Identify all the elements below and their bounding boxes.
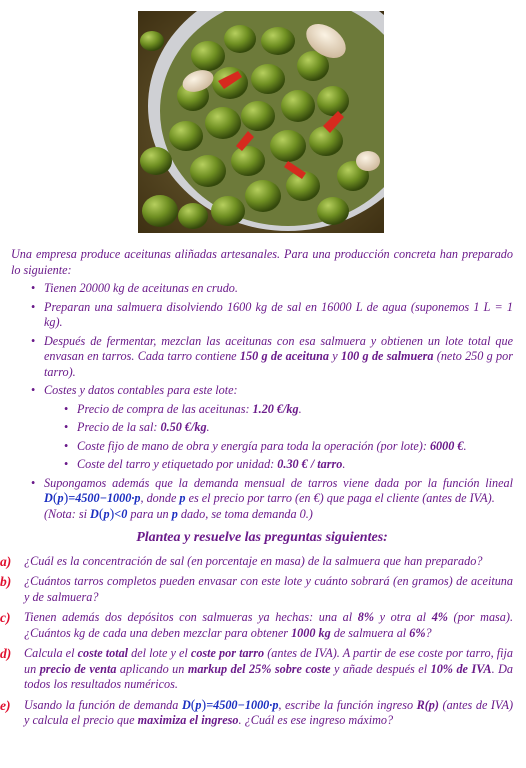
- question-d: d) Calcula el coste total del lote y el coste por tarro (antes de IVA). A partir de ese coste por tarro, fija un precio de venta aplicando un markup del 25% sobre coste y añade después el 10% de IVA. Da todos los resultados numéricos.: [0, 646, 514, 691]
- question-a: a) ¿Cuál es la concentración de sal (en porcentaje en masa) de la salmuera que han preparado?: [0, 553, 483, 569]
- list-item-olives: • Tienen 20000 kg de aceitunas en crudo.: [44, 281, 513, 297]
- question-e: e) Usando la función de demanda D(p)=4500−1000·p, escribe la función ingreso R(p) (antes de IVA) y calcula el precio que maximiza el ingreso. ¿Cuál es ese ingreso máximo?: [0, 697, 514, 727]
- olives-photo: [138, 11, 384, 233]
- intro-paragraph: Una empresa produce aceitunas aliñadas artesanales. Para una producción concreta han preparado lo siguiente:: [11, 247, 513, 277]
- data-list: [11, 281, 513, 522]
- cost-salt: • Precio de la sal: 0.50 €/kg.: [77, 420, 513, 436]
- cost-fixed: • Coste fijo de mano de obra y energía para toda la operación (por lote): 6000 €.: [77, 439, 513, 455]
- olives-image: [138, 11, 384, 233]
- costs-list: [44, 402, 513, 473]
- demand-formula-e: D(p)=4500−1000·p: [181, 697, 279, 713]
- list-item-jars: • Después de fermentar, mezclan las aceitunas con esa salmuera y obtienen un lote total que envasan en tarros. Cada tarro contiene 150 g de aceituna y 100 g de salmuera (neto 250 g por tarro).: [44, 334, 513, 381]
- demand-note: (Nota: si D(p)<0 para un p dado, se toma demanda 0.): [44, 506, 313, 522]
- question-b: b) ¿Cuántos tarros completos pueden envasar con este lote y cuánto sobrará (en gramos) de aceituna y de salmuera?: [0, 574, 513, 604]
- demand-formula: D(p)=4500−1000·p: [44, 491, 141, 506]
- list-item-brine: • Preparan una salmuera disolviendo 1600 kg de sal en 16000 L de agua (suponemos 1 L = 1 kg).: [44, 300, 513, 331]
- list-item-demand: • Supongamos además que la demanda mensual de tarros viene dada por la función lineal D(p)=4500−1000·p, donde p es el precio por tarro (en €) que paga el cliente (antes de IVA). (Nota: si D(p)<0 para un p dado, se toma demanda 0.): [44, 476, 513, 523]
- question-c: c) Tienen además dos depósitos con salmueras ya hechas: una al 8% y otra al 4% (por masa). ¿Cuántos kg de cada una deben mezclar para obtener 1000 kg de salmuera al 6%?: [0, 610, 513, 640]
- cost-jar: • Coste del tarro y etiquetado por unidad: 0.30 € / tarro.: [77, 457, 513, 473]
- cost-olives: • Precio de compra de las aceitunas: 1.20 €/kg.: [77, 402, 513, 418]
- exercise-text: [0, 247, 514, 734]
- list-item-costs: • Costes y datos contables para este lote: • Precio de compra de las aceitunas: 1.20 €/kg. • Precio de la sal: 0.50 €/kg. • Coste fijo de mano de obra y energía para toda la operación (por lote): 6000 €. • Coste del tarro y etiquetado por unidad: 0.30 € / tarro.: [44, 383, 513, 473]
- questions-heading: Plantea y resuelve las preguntas siguientes:: [136, 530, 388, 545]
